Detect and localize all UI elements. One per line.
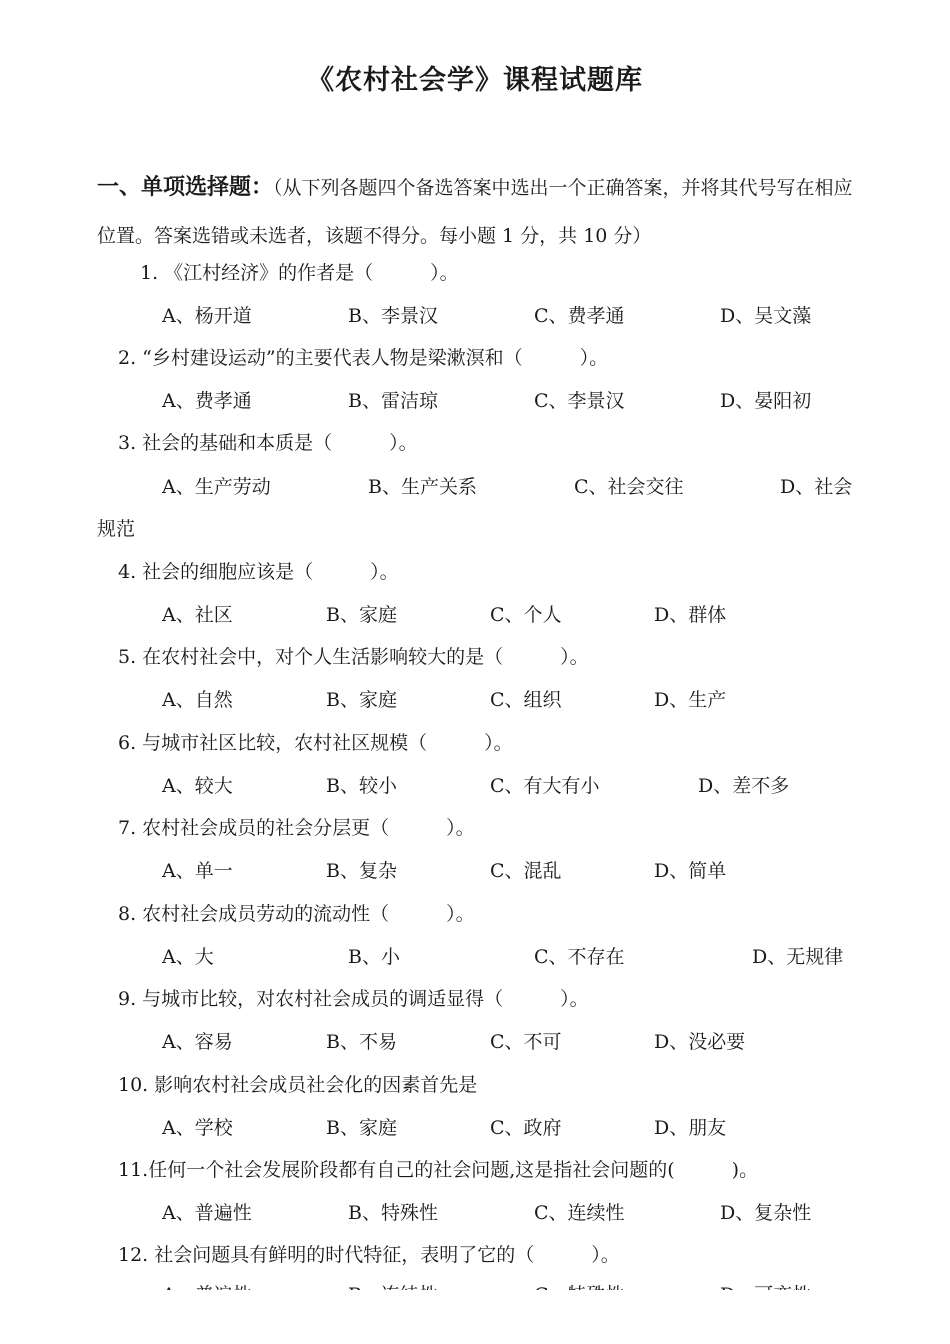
question-2: 2. “乡村建设运动”的主要代表人物是梁漱溟和（ ）。: [118, 347, 609, 369]
option-8b: B、小: [348, 946, 400, 968]
option-5a: A、自然: [162, 689, 233, 711]
option-7b: B、复杂: [326, 860, 397, 882]
option-8d: D、无规律: [752, 946, 844, 968]
page-bottom-edge: [0, 1290, 950, 1344]
option-10c: C、政府: [490, 1117, 562, 1139]
question-1: 1. 《江村经济》的作者是（ ）。: [140, 262, 459, 284]
option-3b: B、生产关系: [368, 476, 477, 498]
question-5: 5. 在农村社会中，对个人生活影响较大的是（ ）。: [118, 646, 589, 668]
option-3c: C、社会交往: [574, 476, 684, 498]
option-2b: B、雷洁琼: [348, 390, 438, 412]
question-8: 8. 农村社会成员劳动的流动性（ ）。: [118, 903, 475, 925]
option-5d: D、生产: [654, 689, 727, 711]
option-5b: B、家庭: [326, 689, 397, 711]
option-8a: A、大: [162, 946, 214, 968]
option-2c: C、李景汉: [534, 390, 625, 412]
option-9d: D、没必要: [654, 1031, 746, 1053]
page-title: 《农村社会学》课程试题库: [307, 65, 643, 96]
option-9c: C、不可: [490, 1031, 562, 1053]
question-7: 7. 农村社会成员的社会分层更（ ）。: [118, 817, 475, 839]
option-11a: A、普遍性: [162, 1202, 252, 1224]
option-1c: C、费孝通: [534, 305, 625, 327]
option-11c: C、连续性: [534, 1202, 625, 1224]
section-label: 一、单项选择题：: [97, 175, 274, 200]
option-6a: A、较大: [162, 775, 233, 797]
option-10d: D、朋友: [654, 1117, 727, 1139]
option-1d: D、吴文藻: [720, 305, 812, 327]
question-9: 9. 与城市比较，对农村社会成员的调适显得（ ）。: [118, 988, 589, 1010]
section-heading: [97, 164, 867, 260]
option-4b: B、家庭: [326, 604, 397, 626]
section-instruction: （从下列各题四个备选答案中选出一个正确答案，并将其代号写在相应位置。答案选错或未选者，该题不得分。每小题 1 分，共 10 分）: [97, 177, 853, 247]
question-11: 11.任何一个社会发展阶段都有自己的社会问题,这是指社会问题的( )。: [118, 1159, 759, 1181]
option-4c: C、个人: [490, 604, 562, 626]
option-4d: D、群体: [654, 604, 727, 626]
option-11b: B、特殊性: [348, 1202, 438, 1224]
option-3a: A、生产劳动: [162, 476, 271, 498]
option-6b: B、较小: [326, 775, 397, 797]
question-10: 10. 影响农村社会成员社会化的因素首先是: [118, 1074, 478, 1096]
question-4: 4. 社会的细胞应该是（ ）。: [118, 561, 399, 583]
option-3d: D、社会: [780, 476, 853, 498]
option-3d-wrap: 规范: [97, 518, 136, 540]
option-6d: D、差不多: [698, 775, 790, 797]
option-7a: A、单一: [162, 860, 233, 882]
option-8c: C、不存在: [534, 946, 625, 968]
option-1a: A、杨开道: [162, 305, 252, 327]
option-7d: D、简单: [654, 860, 727, 882]
option-7c: C、混乱: [490, 860, 562, 882]
option-10a: A、学校: [162, 1117, 233, 1139]
option-1b: B、李景汉: [348, 305, 438, 327]
option-11d: D、复杂性: [720, 1202, 812, 1224]
option-5c: C、组织: [490, 689, 562, 711]
question-12: 12. 社会问题具有鲜明的时代特征，表明了它的（ ）。: [118, 1244, 620, 1266]
question-6: 6. 与城市社区比较，农村社区规模（ ）。: [118, 732, 513, 754]
question-3: 3. 社会的基础和本质是（ ）。: [118, 432, 418, 454]
option-9b: B、不易: [326, 1031, 397, 1053]
option-6c: C、有大有小: [490, 775, 600, 797]
option-10b: B、家庭: [326, 1117, 397, 1139]
option-9a: A、容易: [162, 1031, 233, 1053]
option-4a: A、社区: [162, 604, 233, 626]
option-2d: D、晏阳初: [720, 390, 812, 412]
option-2a: A、费孝通: [162, 390, 252, 412]
